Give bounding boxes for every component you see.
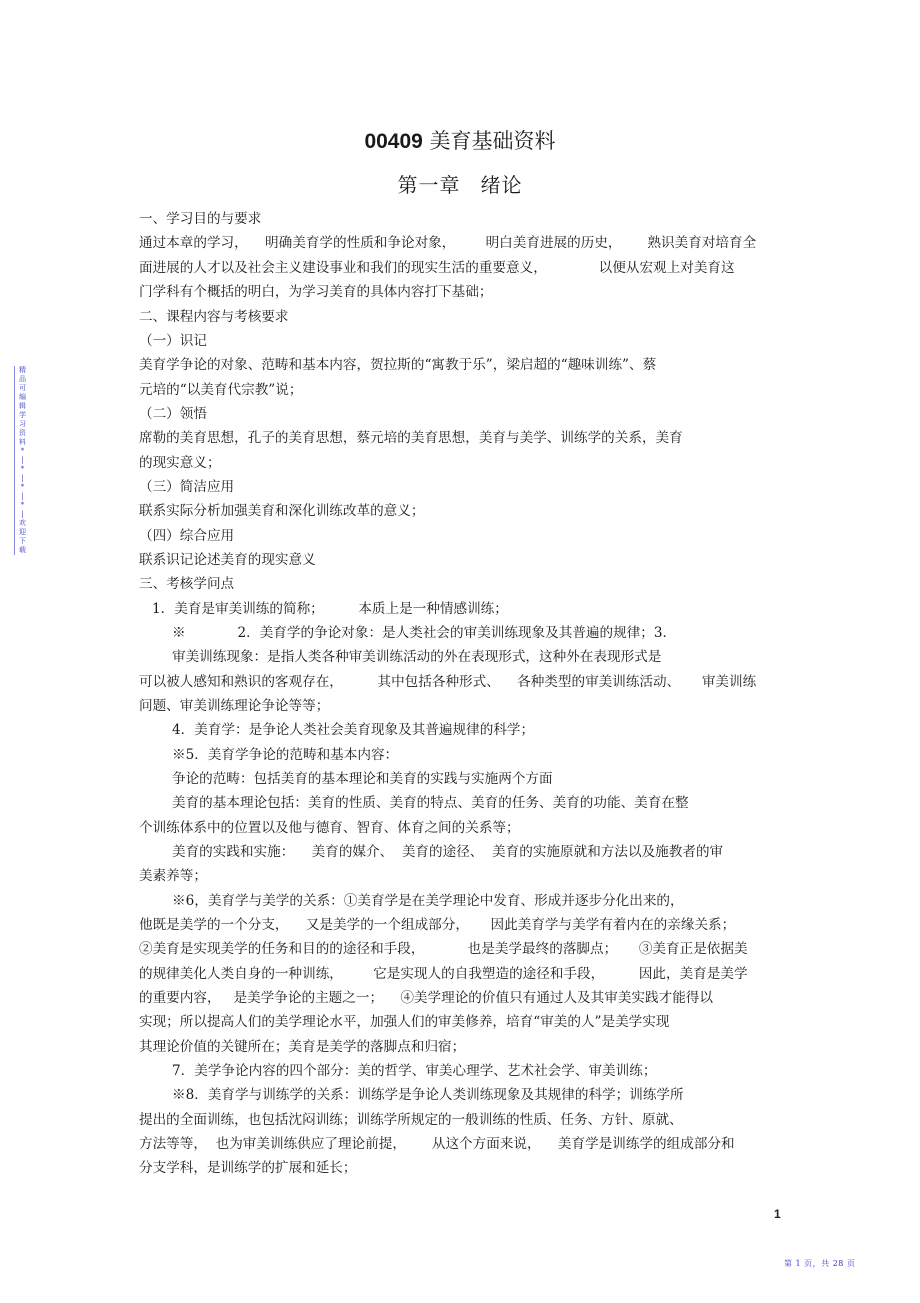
- watermark-char: 载: [19, 546, 26, 554]
- watermark-char: |: [21, 474, 24, 482]
- text-line: 通过本章的学习， 明确美育学的性质和争论对象， 明白美育进展的历史， 熟识美育对培育全: [139, 235, 757, 251]
- text-line: （一）识记: [139, 333, 207, 349]
- title-text: 美育基础资料: [429, 129, 556, 153]
- chapter-name: 绪论: [480, 173, 523, 197]
- text-line: 问题、审美训练理论争论等等；: [139, 698, 330, 714]
- text-line: 美育学争论的对象、范畴和基本内容，贺拉斯的“寓教于乐”，梁启超的“趣味训练”、蔡: [139, 357, 657, 373]
- watermark-char: |: [21, 456, 24, 464]
- text-line: 联系实际分析加强美育和深化训练改革的意义；: [139, 503, 425, 519]
- text-line: 争论的范畴：包括美育的基本理论和美育的实践与实施两个方面: [172, 771, 553, 787]
- watermark-char: 辑: [19, 402, 26, 410]
- watermark-char: *: [20, 465, 25, 473]
- watermark-char: 下: [19, 537, 26, 545]
- text-line: 可以被人感知和熟识的客观存在， 其中包括各种形式、 各种类型的审美训练活动、 审美训练: [139, 674, 757, 690]
- text-line: 联系识记论述美育的现实意义: [139, 552, 316, 568]
- watermark-char: *: [20, 501, 25, 509]
- watermark-char: *: [20, 447, 25, 455]
- text-line: 门学科有个概括的明白，为学习美育的具体内容打下基础；: [139, 284, 493, 300]
- text-line: 分支学科，是训练学的扩展和延长；: [139, 1160, 357, 1176]
- text-line: ※8．美育学与训练学的关系：训练学是争论人类训练现象及其规律的科学；训练学所: [172, 1087, 684, 1103]
- watermark-char: |: [21, 510, 24, 518]
- text-line: 方法等等， 也为审美训练供应了理论前提， 从这个方面来说， 美育学是训练学的组成部分和: [139, 1136, 735, 1152]
- watermark-char: 料: [19, 438, 26, 446]
- watermark-char: 学: [19, 411, 26, 419]
- text-line: ②美育是实现美学的任务和目的的途径和手段， 也是美学最终的落脚点； ③美育正是依据美: [139, 941, 748, 957]
- watermark-char: 精: [19, 366, 26, 374]
- text-line: 其理论价值的关键所在；美育是美学的落脚点和归宿；: [139, 1039, 466, 1055]
- watermark-bar: [14, 366, 15, 555]
- watermark-char: 迎: [19, 528, 26, 536]
- watermark-char: 资: [19, 429, 26, 437]
- page-footer: 第 1 页，共 28 页: [784, 1259, 856, 1268]
- document-title: [0, 126, 920, 157]
- text-line: 二、课程内容与考核要求: [139, 309, 289, 325]
- watermark-char: *: [20, 483, 25, 491]
- text-line: ※6，美育学与美学的关系：①美育学是在美学理论中发育、形成并逐步分化出来的，: [172, 893, 684, 909]
- text-line: 美育的基本理论包括：美育的性质、美育的特点、美育的任务、美育的功能、美育在整: [172, 795, 689, 811]
- watermark-char: 可: [19, 384, 26, 392]
- text-line: 面进展的人才以及社会主义建设事业和我们的现实生活的重要意义， 以便从宏观上对美育这: [139, 260, 735, 276]
- text-line: 三、考核学问点: [139, 576, 235, 592]
- text-line: 审美训练现象：是指人类各种审美训练活动的外在表现形式，这种外在表现形式是: [172, 649, 662, 665]
- text-line: 美育的实践和实施： 美育的媒介、 美育的途径、 美育的实施原就和方法以及施教者的审: [172, 844, 724, 860]
- text-line: 1．美育是审美训练的简称； 本质上是一种情感训练；: [152, 601, 508, 617]
- text-line: （三）简洁应用: [139, 479, 235, 495]
- text-line: 元培的“以美育代宗教”说；: [139, 382, 303, 398]
- text-line: 4．美育学：是争论人类社会美育现象及其普遍规律的科学；: [172, 722, 535, 738]
- text-line: ※ 2．美育学的争论对象：是人类社会的审美训练现象及其普遍的规律；3．: [172, 625, 677, 641]
- text-line: 美素养等；: [139, 868, 207, 884]
- watermark-char: 编: [19, 393, 26, 401]
- text-line: 的现实意义；: [139, 455, 221, 471]
- text-line: 他既是美学的一个分支， 又是美学的一个组成部分， 因此美育学与美学有着内在的亲缘关系；: [139, 917, 736, 933]
- chapter-label: 第一章: [397, 173, 461, 197]
- text-line: 个训练体系中的位置以及他与德育、智育、体育之间的关系等；: [139, 820, 520, 836]
- watermark-char: 欢: [19, 519, 26, 527]
- text-line: 提出的全面训练，也包括沈闷训练；训练学所规定的一般训练的性质、任务、方针、原就、: [139, 1112, 683, 1128]
- text-line: 的重要内容， 是美学争论的主题之一； ④美学理论的价值只有通过人及其审美实践才能得以: [139, 990, 713, 1006]
- sidebar-watermark: [14, 366, 28, 555]
- text-line: ※5．美育学争论的范畴和基本内容：: [172, 747, 399, 763]
- text-line: （二）领悟: [139, 406, 207, 422]
- course-code: 00409: [364, 130, 423, 153]
- watermark-char: 品: [19, 375, 26, 383]
- text-line: （四）综合应用: [139, 528, 235, 544]
- watermark-char: |: [21, 492, 24, 500]
- watermark-char: 习: [19, 420, 26, 428]
- text-line: 一、学习目的与要求: [139, 211, 262, 227]
- text-line: 7．美学争论内容的四个部分：美的哲学、审美心理学、艺术社会学、审美训练；: [172, 1063, 657, 1079]
- chapter-title: [0, 170, 920, 200]
- text-line: 席勒的美育思想，孔子的美育思想，蔡元培的美育思想，美育与美学、训练学的关系，美育: [139, 430, 683, 446]
- text-line: 实现；所以提高人们的美学理论水平，加强人们的审美修养，培育“审美的人”是美学实现: [139, 1014, 670, 1030]
- text-line: 的规律美化人类自身的一种训练， 它是实现人的自我塑造的途径和手段， 因此，美育是美学: [139, 966, 748, 982]
- page-number: 1: [774, 1207, 781, 1221]
